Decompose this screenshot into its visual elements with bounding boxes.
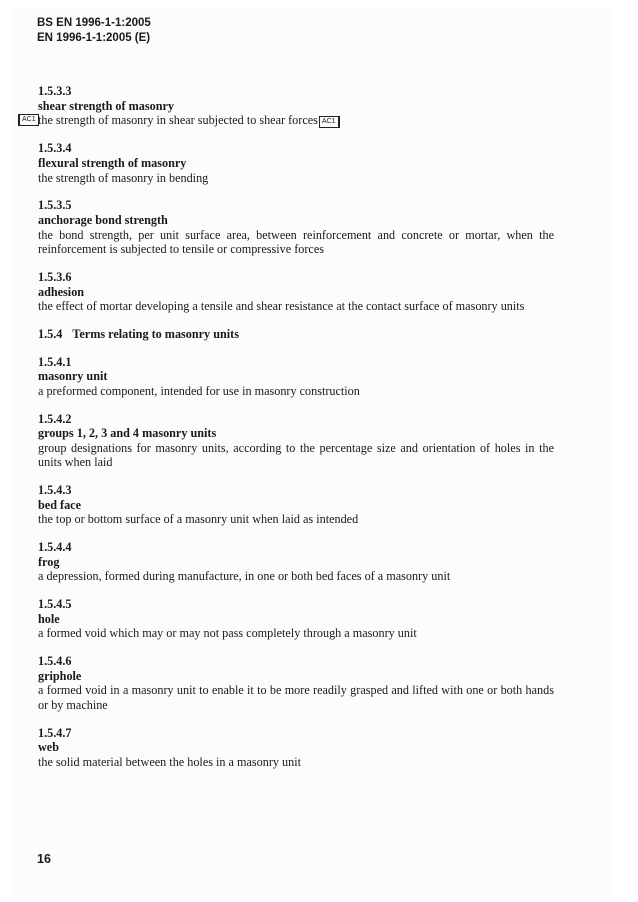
definition-entry [38, 198, 554, 256]
clause-number: 1.5.3.4 [38, 141, 72, 156]
definition-entry [38, 726, 554, 770]
term-title: anchorage bond strength [38, 212, 168, 227]
document-header [37, 16, 151, 46]
definition-text-amended [22, 113, 554, 128]
term-title: frog [38, 554, 60, 569]
definition-text: group designations for masonry units, according to the percentage size and orientation of holes in the units when laid [38, 440, 554, 470]
definition-text: a formed void in a masonry unit to enable it to be more readily grasped and lifted with one or both hands or by machine [38, 683, 554, 712]
term-title: adhesion [38, 284, 85, 299]
clause-number: 1.5.4.3 [38, 483, 72, 498]
definition-entry [38, 270, 554, 314]
section-title: Terms relating to masonry units [72, 326, 239, 341]
clause-number: 1.5.3.3 [38, 84, 72, 98]
clause-number: 1.5.4.6 [38, 654, 72, 669]
clause-number: 1.5.3.5 [38, 198, 72, 213]
standard-code-bs: BS EN 1996-1-1:2005 [37, 17, 151, 29]
document-body [22, 84, 554, 783]
term-title: flexural strength of masonry [38, 155, 187, 170]
term-title: griphole [38, 668, 82, 683]
clause-number: 1.5.4.2 [38, 411, 72, 426]
clause-number: 1.5.4.5 [38, 597, 72, 612]
amendment-end-marker: AC1 [319, 116, 340, 128]
definition-text: a depression, formed during manufacture, in one or both bed faces of a masonry unit [38, 569, 451, 584]
definition-entry [38, 141, 554, 185]
definition-entry [22, 84, 554, 128]
clause-number: 1.5.4.1 [38, 354, 72, 369]
definition-entry [38, 355, 554, 399]
definition-text: the solid material between the holes in a masonry unit [38, 754, 301, 769]
definition-entry [38, 483, 554, 527]
clause-number: 1.5.4.4 [38, 540, 72, 555]
clause-number: 1.5.4.7 [38, 725, 72, 740]
definition-entry [38, 540, 554, 584]
section-heading [38, 327, 554, 342]
definition-text: a preformed component, intended for use in masonry construction [38, 383, 360, 398]
term-title: masonry unit [38, 369, 108, 384]
definition-text: a formed void which may or may not pass completely through a masonry unit [38, 626, 417, 641]
definition-entry [38, 412, 554, 470]
definition-text: the effect of mortar developing a tensile and shear resistance at the contact surface of masonry units [38, 299, 525, 314]
amendment-start-marker: AC1 [18, 114, 39, 126]
definition-text: the bond strength, per unit surface area, between reinforcement and concrete or mortar, when the reinforcement is subjected to tensile or compressive forces [38, 227, 554, 257]
term-title: bed face [38, 497, 81, 512]
standard-code-en: EN 1996-1-1:2005 (E) [37, 32, 151, 44]
definition-text: the strength of masonry in shear subjected to shear forces [38, 113, 318, 128]
term-title: groups 1, 2, 3 and 4 masonry units [38, 426, 217, 441]
term-title: shear strength of masonry [38, 98, 174, 113]
definition-entry [38, 597, 554, 641]
term-title: hole [38, 611, 60, 626]
definition-entry [38, 654, 554, 712]
term-title: web [38, 740, 59, 755]
page-number: 16 [37, 852, 51, 866]
section-number: 1.5.4 [38, 326, 63, 341]
definition-text: the top or bottom surface of a masonry unit when laid as intended [38, 512, 359, 527]
definition-text: the strength of masonry in bending [38, 170, 209, 185]
clause-number: 1.5.3.6 [38, 269, 72, 284]
